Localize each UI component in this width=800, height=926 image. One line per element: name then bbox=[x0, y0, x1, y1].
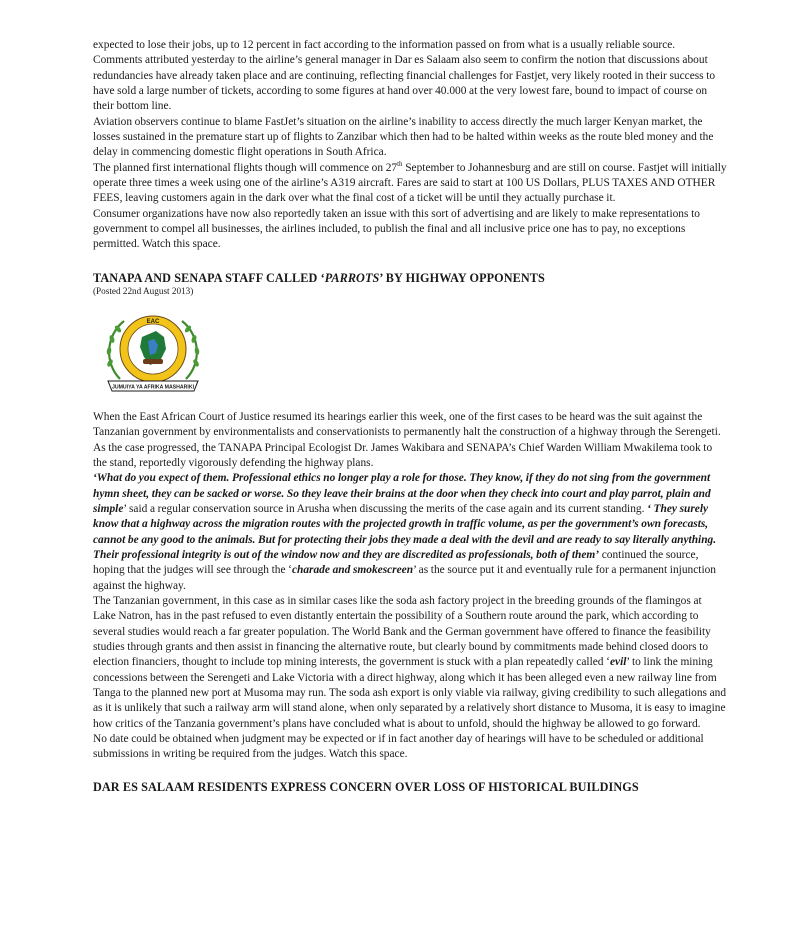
text-run: The Tanzanian government, in this case as in similar cases like the soda ash factory project in the breeding grounds of the flamingos at Lake Natron, has in the past refused to even distantly entertain the possibility of a Southern route around the park, which according to several studies would reach a far greater population. The World Bank and the German government have offered to finance the feasibility studies through grants and then assist in financing the alternative route, but clearly bound by commitments made behind closed doors to election financiers, thought to include top mining interests, the government is stuck with a plan repeatedly called ‘ bbox=[93, 594, 711, 669]
superscript: th bbox=[397, 159, 403, 168]
quote-emphasis: evil bbox=[609, 656, 627, 669]
article-body bbox=[93, 410, 727, 763]
svg-text:JUMUIYA YA AFRIKA MASHARIKI: JUMUIYA YA AFRIKA MASHARIKI bbox=[111, 384, 195, 391]
article-heading bbox=[93, 271, 727, 286]
text-run: The planned first international flights though will commence on 27 bbox=[93, 161, 398, 174]
text-run: ’ said a regular conservation source in Arusha when discussing the merits of the case again and its current standing. bbox=[123, 502, 648, 515]
paragraph: Consumer organizations have now also reportedly taken an issue with this sort of advertising and are likely to make representations to government to compel all businesses, the airlines included, to publish the final and all inclusive price one has to pay, no exceptions permitted. Watch this space. bbox=[93, 207, 700, 251]
text-run: September to Johannesburg and are still on course. Fastjet will initially operate three times a week using one of the airline’s A319 aircraft. Fares are said to start at 100 US Dollars, PLUS TAXES AND OTHER FEES, leaving customers again in the dark over what the final cost of a ticket will be until they actually purchase it. bbox=[93, 161, 727, 205]
article-historical-buildings bbox=[93, 780, 727, 795]
article-parrots bbox=[93, 271, 727, 763]
article-fastjet bbox=[93, 38, 727, 253]
text-run: continued the source, hoping that the judges will see through the ‘ bbox=[93, 548, 699, 577]
text-run: ’ as the source put it and eventually rule for a permanent injunction against the highway. bbox=[93, 564, 716, 592]
quote-text: ‘ They surely know that a highway across the migration routes with the projected growth in traffic volume, as per the government’s own forecasts, cannot be any good to the animals. But for protecting their jobs they made a deal with the devil and are ready to say literally anything. Their professional integrity is out of the window now and they are discredited as professionals, both of them’ bbox=[93, 502, 717, 561]
paragraph: Aviation observers continue to blame FastJet’s situation on the airline’s inability to access directly the much larger Kenyan market, the losses sustained in the premature start up of flights to Zanzibar which then had to be halted within weeks as the route bled money and the delay in commencing domestic flight operations in South Africa. bbox=[93, 115, 714, 159]
quote-text: ‘What do you expect of them. Professional ethics no longer play a role for those. They know, if they do not sing from the government hymn sheet, they can be sacked or worse. So they leave their brains at the door when they check into court and play parrot, plain and simple bbox=[93, 472, 711, 515]
heading-text: ’ BY HIGHWAY OPPONENTS bbox=[379, 270, 545, 285]
paragraph: As the case progressed, the TANAPA Principal Ecologist Dr. James Wakibara and SENAPA’s Chief Warden William Mwakilema took to the stand, reportedly vigorously defending the highway plans. bbox=[93, 441, 713, 469]
posted-date: (Posted 22nd August 2013) bbox=[93, 285, 194, 296]
quote-emphasis: charade and smokescreen bbox=[291, 564, 414, 577]
paragraph bbox=[93, 161, 727, 207]
paragraph: No date could be obtained when judgment may be expected or if in fact another day of hearings will have to be scheduled or additional submissions in writing be required from the judges. Watch this space. bbox=[93, 733, 704, 761]
heading-text: TANAPA AND SENAPA STAFF CALLED ‘ bbox=[93, 270, 325, 285]
heading-emphasis: PARROTS bbox=[324, 270, 380, 285]
paragraph bbox=[93, 594, 727, 732]
eac-emblem-icon bbox=[98, 307, 208, 402]
svg-text:EAC: EAC bbox=[146, 318, 160, 325]
eac-logo bbox=[98, 307, 208, 402]
paragraph: expected to lose their jobs, up to 12 percent in fact according to the information passed on from what is a usually reliable source. bbox=[93, 39, 676, 51]
article-heading: DAR ES SALAAM RESIDENTS EXPRESS CONCERN OVER LOSS OF HISTORICAL BUILDINGS bbox=[93, 779, 639, 794]
text-run: ’ to link the mining concessions between the Serengeti and Lake Victoria with a direct highway, along which it has been alleged even a new railway line from Tanga to the planned new port at Musoma may run. The soda ash export is only viable via railway, giving credibility to such allegations and as it is unlikely that such a railway arm will stand alone, when only separated by a relatively short distance to Musoma, it is easy to imagine how critics of the Tanzania government’s plans have concluded what is about to unfold, should the highway be allowed to go forward. bbox=[93, 656, 727, 730]
document-page bbox=[93, 38, 727, 795]
paragraph: Comments attributed yesterday to the airline’s general manager in Dar es Salaam also seem to confirm the notion that discussions about redundancies have already taken place and are continuing, reflecting financial challenges for Fastjet, very likely rooted in their success to have sold a large number of tickets, according to some figures at hand over 40.000 at the very lowest fare, bound to impact of course on their bottom line. bbox=[93, 54, 716, 113]
quote-paragraph bbox=[93, 471, 727, 594]
paragraph: When the East African Court of Justice resumed its hearings earlier this week, one of the first cases to be heard was the suit against the Tanzanian government by environmentalists and conservationists to permanently halt the construction of a highway through the Serengeti. bbox=[93, 410, 721, 439]
